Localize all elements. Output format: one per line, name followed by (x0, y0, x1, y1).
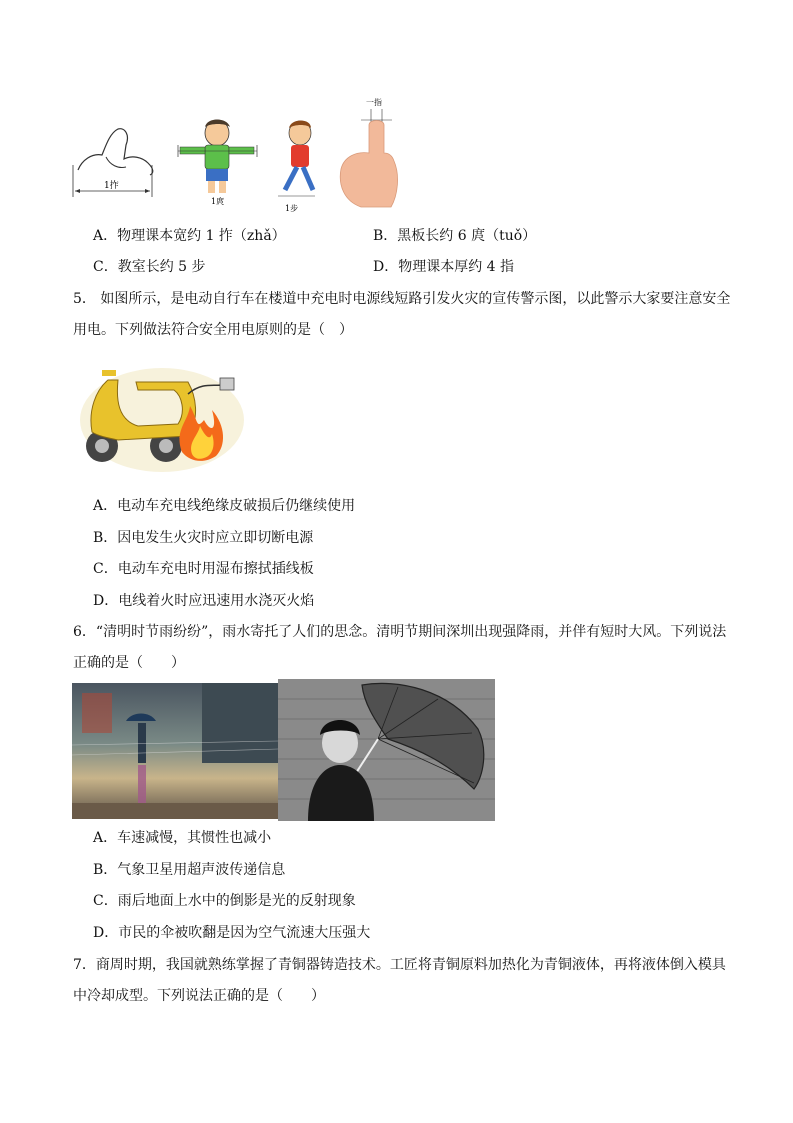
step-figure (275, 118, 325, 216)
q5-option-a: A．电动车充电线绝缘皮破损后仍继续使用 (93, 498, 356, 514)
q6-option-b: B．气象卫星用超声波传递信息 (93, 862, 286, 878)
q4-option-c: C．教室长约 5 步 (93, 259, 206, 275)
q5-stem-line2: 用电。下列做法符合安全用电原则的是（ ） (73, 322, 353, 338)
q6-option-a: A．车速减慢，其惯性也减小 (93, 830, 272, 846)
label-zha: 1拃 (104, 181, 119, 191)
q5-option-b: B．因电发生火灾时应立即切断电源 (93, 530, 314, 546)
label-bu: 1步 (285, 204, 299, 213)
q6-option-d: D．市民的伞被吹翻是因为空气流速大压强大 (93, 925, 371, 941)
q4-option-a: A．物理课本宽约 1 拃（zhǎ） (93, 228, 286, 244)
arm-span-figure (175, 115, 260, 207)
hand-span-figure (70, 125, 160, 200)
finger-figure (336, 95, 401, 210)
rain-reflection-photo (72, 683, 278, 819)
q6-stem-line1: 6．“清明时节雨纷纷”，雨水寄托了人们的思念。清明节期间深圳出现强降雨，并伴有短时大风。下列说法 (73, 624, 727, 640)
umbrella-wind-photo (278, 679, 495, 821)
q6-option-c: C．雨后地面上水中的倒影是光的反射现象 (93, 893, 356, 909)
scooter-fire-figure (78, 360, 246, 472)
q4-option-b: B．黑板长约 6 庹（tuǒ） (373, 228, 537, 244)
label-zhi: 一指 (366, 98, 382, 107)
label-tuo: 1庹 (211, 197, 225, 206)
q5-option-d: D．电线着火时应迅速用水浇灭火焰 (93, 593, 315, 609)
q5-option-c: C．电动车充电时用湿布擦拭插线板 (93, 561, 314, 577)
q6-stem-line2: 正确的是（ ） (73, 655, 185, 671)
q7-stem-line1: 7．商周时期，我国就熟练掌握了青铜器铸造技术。工匠将青铜原料加热化为青铜液体，再将液体倒入模具 (73, 957, 726, 973)
q5-stem-line1: 5． 如图所示，是电动自行车在楼道中充电时电源线短路引发火灾的宣传警示图，以此警示大家要注意安全 (73, 291, 731, 307)
q4-option-d: D．物理课本厚约 4 指 (373, 259, 515, 275)
q7-stem-line2: 中冷却成型。下列说法正确的是（ ） (73, 988, 325, 1004)
